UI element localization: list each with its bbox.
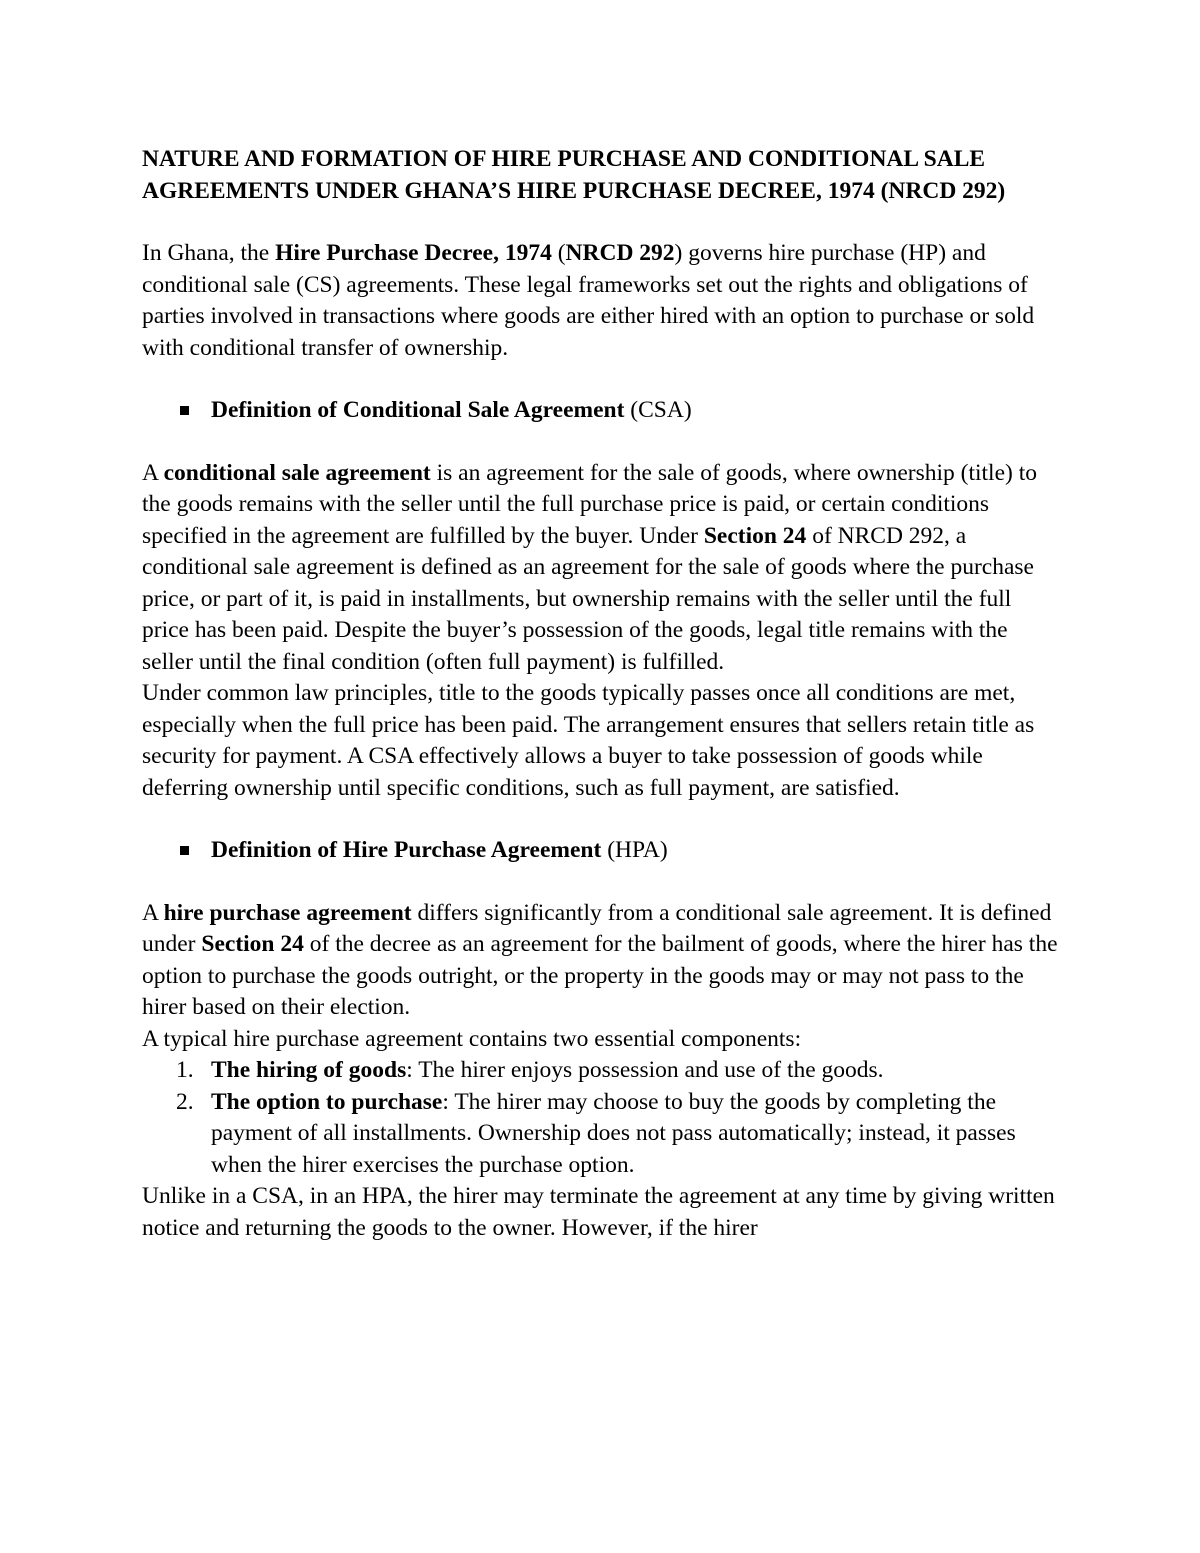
- csa-heading-bold: Definition of Conditional Sale Agreement: [211, 397, 625, 423]
- list-item: [142, 1087, 1062, 1182]
- list-item: [142, 1055, 1062, 1087]
- intro-text-mid: (: [551, 240, 566, 266]
- csa-p1-post: of NRCD 292, a conditional sale agreement is defined as an agreement for the sale of goods where the purchase price, or part of it, is paid in installments, but ownership remains with the seller until the full price has been paid. Despite the buyer’s possession of the goods, legal title remains with the seller until the final condition (often full payment) is fulfilled.: [142, 522, 1034, 675]
- csa-p1-bold-term: conditional sale agreement: [163, 459, 431, 486]
- hpa-p1-bold-term: hire purchase agreement: [163, 899, 412, 926]
- hpa-p1-post: of the decree as an agreement for the bailment of goods, where the hirer has the option to purchase the goods outright, or the property in the goods may or may not pass to the hirer based on their election.: [142, 931, 1058, 1020]
- spacer: [142, 867, 1062, 898]
- list-item-text: : The hirer enjoys possession and use of the goods.: [406, 1057, 884, 1083]
- csa-p1-pre: A: [142, 459, 164, 486]
- intro-bold-decree: Hire Purchase Decree, 1974: [275, 240, 552, 266]
- hpa-paragraph-1: [142, 898, 1062, 1024]
- spacer: [142, 207, 1062, 238]
- hpa-heading-bold: Definition of Hire Purchase Agreement: [211, 837, 602, 863]
- intro-text-pre: In Ghana, the: [142, 240, 276, 266]
- hpa-p1-pre: A: [142, 899, 164, 926]
- list-item-bold: The option to purchase: [211, 1088, 443, 1115]
- csa-heading-abbr: (CSA): [624, 397, 692, 423]
- intro-paragraph: [142, 238, 1062, 364]
- hpa-p1-bold-section: Section 24: [201, 931, 304, 957]
- intro-text-post: ) governs hire purchase (HP) and conditional sale (CS) agreements. These legal frameworks set out the rights and obligations of parties involved in transactions where goods are either hired with an option to purchase or sold with conditional transfer of ownership.: [142, 240, 1035, 361]
- document-page: [142, 143, 1062, 1244]
- components-list: [142, 1055, 1062, 1181]
- hpa-paragraph-2: A typical hire purchase agreement contains two essential components:: [142, 1025, 802, 1052]
- square-bullet-icon: [180, 846, 189, 855]
- intro-bold-nrcd: NRCD 292: [565, 240, 675, 266]
- hpa-paragraph-3: Unlike in a CSA, in an HPA, the hirer may terminate the agreement at any time by giving written notice and returning the goods to the owner. However, if the hirer: [142, 1183, 1055, 1241]
- csa-paragraph-1: [142, 458, 1062, 679]
- csa-p1-bold-section: Section 24: [703, 522, 807, 549]
- csa-p1-mid: is an agreement for the sale of goods, where ownership (title) to the goods remains with the seller until the full purchase price is paid, or certain conditions specified in the agreement are fulfilled by the buyer. Under: [142, 459, 1037, 549]
- hpa-heading-abbr: (HPA): [601, 837, 668, 863]
- square-bullet-icon: [180, 406, 189, 415]
- spacer: [142, 804, 1062, 835]
- list-item-number: 1.: [176, 1057, 194, 1083]
- document-title: NATURE AND FORMATION OF HIRE PURCHASE AND CONDITIONAL SALE AGREEMENTS UNDER GHANA’S HIRE PURCHASE DECREE, 1974 (NRCD 292): [142, 146, 1006, 204]
- hpa-heading: [142, 835, 1062, 867]
- spacer: [142, 427, 1062, 458]
- csa-paragraph-2: Under common law principles, title to the goods typically passes once all conditions are met, especially when the full price has been paid. The arrangement ensures that sellers retain title as security for payment. A CSA effectively allows a buyer to take possession of goods while deferring ownership until specific conditions, such as full payment, are satisfied.: [142, 680, 1035, 801]
- list-item-number: 2.: [176, 1088, 194, 1115]
- hpa-p1-mid: differs significantly from a conditional sale agreement. It is defined under: [142, 899, 1052, 957]
- spacer: [142, 364, 1062, 395]
- csa-heading: [142, 395, 1062, 427]
- list-item-bold: The hiring of goods: [211, 1057, 407, 1083]
- list-item-text: : The hirer may choose to buy the goods by completing the payment of all installments. Ownership does not pass automatically; instead, it passes when the hirer exercises the purchase option.: [211, 1088, 1016, 1178]
